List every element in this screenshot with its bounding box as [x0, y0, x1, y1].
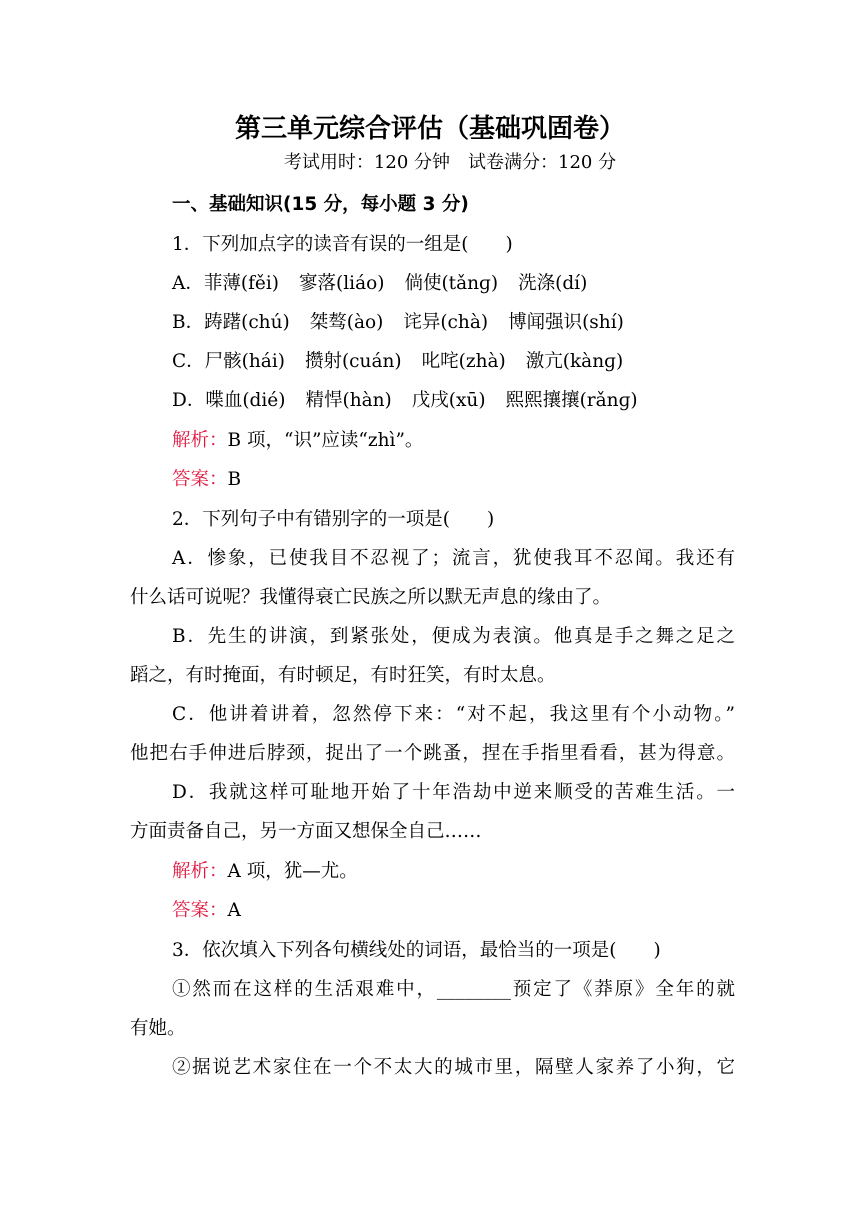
q1-c-4: 激亢(kànɡ) — [525, 351, 624, 372]
q1-d-1: D．喋血(dié) — [172, 390, 286, 411]
q3-sentence1-line1: ①然而在这样的生活艰难中，________预定了《莽原》全年的就 — [172, 979, 735, 1000]
q3-sentence2-line1: ②据说艺术家住在一个不太大的城市里，隔壁人家养了小狗，它 — [172, 1057, 735, 1078]
q1-b-1: B．踌躇(chú) — [172, 312, 290, 333]
answer-label: 答案： — [172, 469, 228, 490]
answer-text: A — [227, 900, 241, 921]
q3-stem: 3．依次填入下列各句横线处的词语，最恰当的一项是( ) — [172, 940, 661, 961]
q2-option-a-line2: 什么话可说呢？我懂得衰亡民族之所以默无声息的缘由了。 — [130, 587, 612, 608]
q1-d-2: 精悍(hàn) — [305, 390, 392, 411]
analysis-text: B 项，“识”应读“zhì”。 — [227, 430, 424, 451]
q1-c-3: 叱咤(zhà) — [421, 351, 506, 372]
q1-answer — [172, 467, 735, 493]
q2-option-c-line1: C．他讲着讲着，忽然停下来：“对不起，我这里有个小动物。” — [172, 704, 735, 725]
q2-stem: 2．下列句子中有错别字的一项是( ) — [172, 509, 495, 530]
q1-a-3: 倘使(tǎnɡ) — [404, 273, 499, 294]
q1-stem: 1．下列加点字的读音有误的一组是( ) — [172, 234, 513, 255]
q1-option-d — [172, 388, 735, 414]
q1-c-1: C．尸骸(hái) — [172, 351, 285, 372]
q1-d-3: 戊戌(xū) — [411, 390, 486, 411]
q2-option-c-line2: 他把右手伸进后脖颈，捉出了一个跳蚤，捏在手指里看看，甚为得意。 — [130, 743, 735, 764]
q3-sentence1-line2: 有她。 — [130, 1018, 186, 1039]
q2-option-b-line2: 蹈之，有时掩面，有时顿足，有时狂笑，有时太息。 — [130, 665, 556, 686]
q2-answer — [172, 898, 735, 924]
q1-option-b — [172, 310, 735, 336]
q2-option-d-line2: 方面责备自己，另一方面又想保全自己…… — [130, 821, 482, 842]
q1-b-4: 博闻强识(shí) — [508, 312, 624, 333]
q2-analysis — [172, 859, 735, 885]
q2-option-a-line1: A．惨象，已使我目不忍视了；流言，犹使我耳不忍闻。我还有 — [172, 548, 735, 569]
q1-a-1: A．菲薄(fěi) — [172, 273, 280, 294]
analysis-label: 解析： — [172, 861, 228, 882]
q2-option-d-line1: D．我就这样可耻地开始了十年浩劫中逆来顺受的苦难生活。一 — [172, 782, 735, 803]
q1-b-2: 桀骜(ào) — [309, 312, 384, 333]
q2-option-b-line1: B．先生的讲演，到紧张处，便成为表演。他真是手之舞之足之 — [172, 626, 735, 647]
q1-a-2: 寥落(liáo) — [299, 273, 385, 294]
q1-d-4: 熙熙攘攘(rǎnɡ) — [505, 390, 638, 411]
q1-a-4: 洗涤(dí) — [518, 273, 588, 294]
answer-text: B — [227, 469, 242, 490]
q1-option-c — [172, 349, 735, 375]
q1-option-a — [172, 271, 735, 297]
answer-label: 答案： — [172, 900, 228, 921]
q1-b-3: 诧异(chà) — [403, 312, 489, 333]
analysis-text: A 项，犹—尤。 — [227, 861, 358, 882]
exam-info: 考试用时：120 分钟 试卷满分：120 分 — [283, 152, 617, 173]
analysis-label: 解析： — [172, 430, 228, 451]
q1-c-2: 攒射(cuán) — [304, 351, 402, 372]
section-heading: 一、基础知识(15 分，每小题 3 分) — [172, 194, 469, 215]
q1-analysis — [172, 428, 735, 454]
page-title: 第三单元综合评估（基础巩固卷） — [234, 114, 625, 144]
